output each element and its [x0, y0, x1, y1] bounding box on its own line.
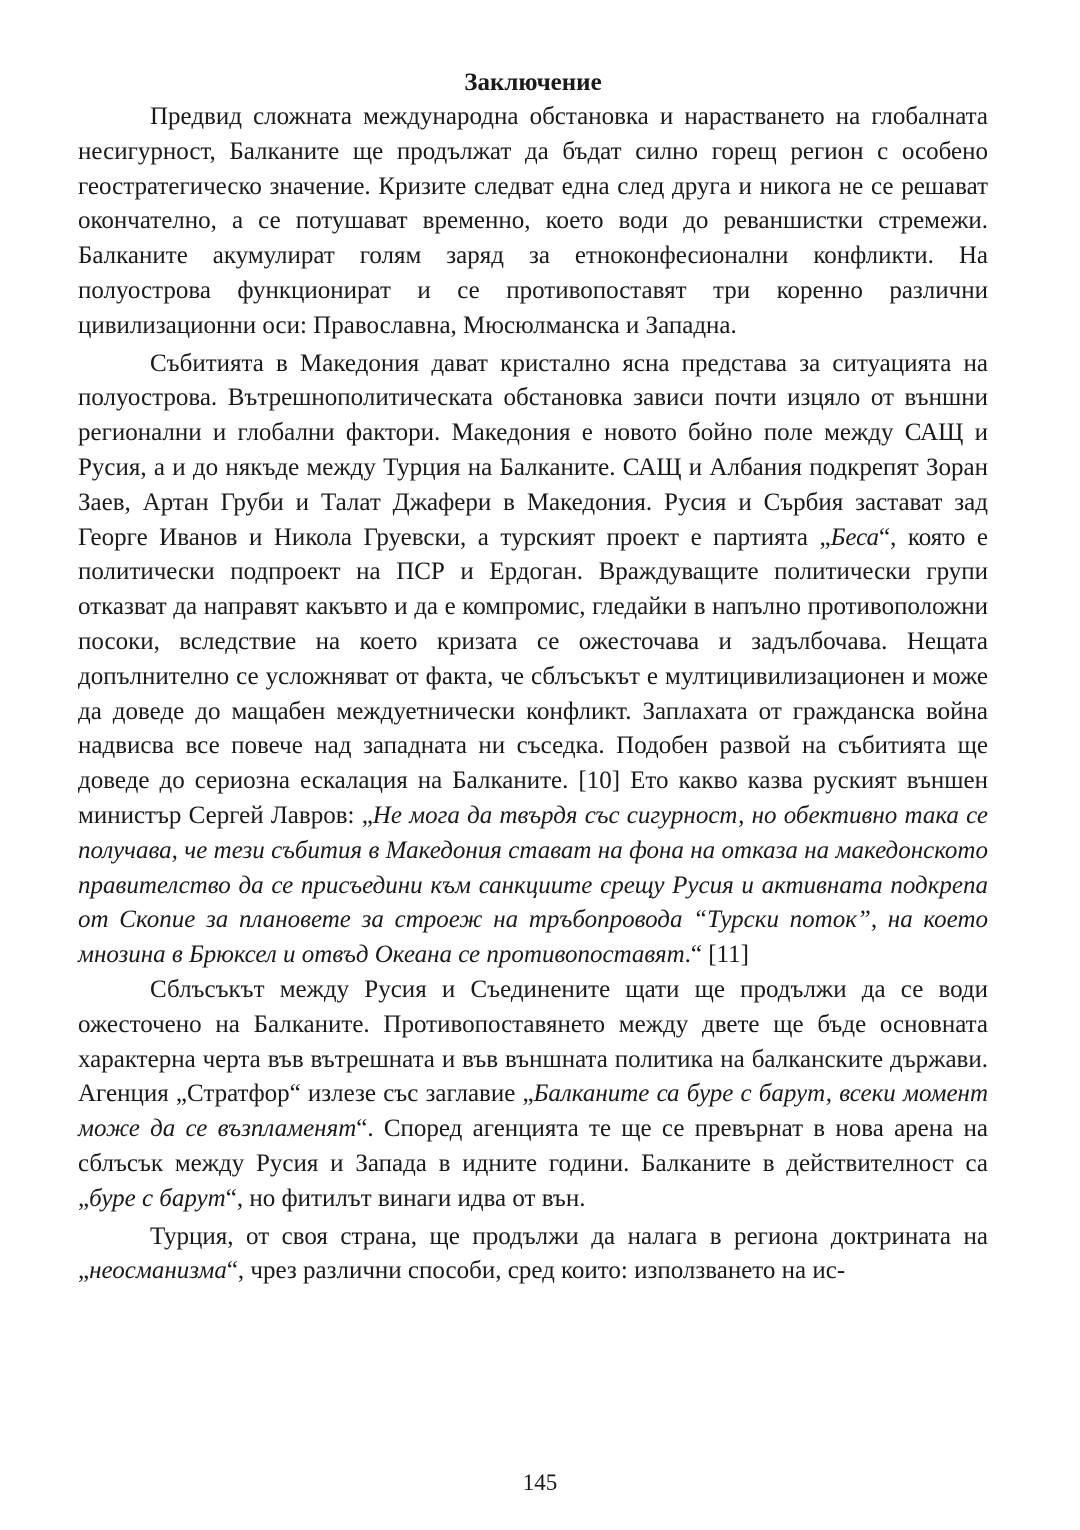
text-segment: “, която е политически подпроект на ПСР и Ердоган. Враждуващите политически групи отказват да направят какъвто и да е компромис, гледайки в напълно противоположни посоки, вследствие на което кризата се ожесточава и задълбочава. Нещата допълнително се усложняват от факта, че сблъсъкът е мултицивилизационен и може да доведе до мащабен междуетнически конфликт. Заплахата от гражданска война надвисва все повече над западната ни съседка. Подобен развой на събитията ще доведе до сериозна ескалация на Балканите. [10] Ето какво казва руският външен министър Сергей Лавров: „: [78, 523, 989, 829]
text-segment: “, но фитилът винаги идва от вън.: [225, 1184, 586, 1212]
paragraph-turkey: [78, 1220, 988, 1290]
page-content: [78, 66, 988, 1289]
paragraph-russia-usa: [78, 973, 988, 1217]
text-segment: Предвид сложната международна обстановка и нарастването на глобалната несигурност, Балканите ще продължат да бъдат силно горещ регион с особено геостратегическо значение. Кризите следват една след друга и никога не се решават окончателно, а се потушават временно, което води до реваншистки стремежи. Балканите акумулират голям заряд за етноконфесионални конфликти. На полуострова функционират и се противопоставят три коренно различни цивилизационни оси: Православна, Мюсюлманска и Западна.: [78, 103, 988, 339]
text-segment-italic: неосманизма: [89, 1257, 227, 1285]
quote-lavrov: Не мога да твърдя със сигурност, но обективно така се получава, че тези събития в Македония стават на фона на отказа на македонското правителство да се присъедини към санкциите срещу Русия и активната подкрепа от Скопие за плановете за строеж на тръбопровода “Турски поток”, на което мнозина в Брюксел и отвъд Океана се противопоставят: [78, 801, 988, 969]
text-segment: Събитията в Македония дават кристално ясна представа за ситуацията на полуострова. Вътрешнополитическата обстановка зависи почти изцяло от външни регионални и глобални фактори. Македония е новото бойно поле между САЩ и Русия, а и до някъде между Турция на Балканите. САЩ и Албания подкрепят Зоран Заев, Артан Груби и Талат Джафери в Македония. Русия и Сърбия застават зад Георге Иванов и Никола Груевски, а турският проект е партията „: [78, 349, 988, 551]
text-segment-italic: Балканите са буре с барут, всеки момент може да се възпламенят: [78, 1080, 988, 1143]
text-segment: .“ [11]: [684, 941, 749, 969]
text-segment-italic: буре с барут: [89, 1184, 226, 1212]
text-segment: “, чрез различни способи, сред които: използването на ис-: [226, 1257, 846, 1285]
text-segment: Сблъсъкът между Русия и Съединените щати ще продължи да се води ожесточено на Балканите. Противопоставянето между двете ще бъде основната характерна черта във вътрешната и във външната политика на балканските държави. Агенция „Стратфор“ излезе със заглавие „: [78, 975, 988, 1108]
page-number: 145: [522, 1470, 558, 1495]
paragraph-intro: [78, 100, 988, 344]
text-segment: Турция, от своя страна, ще продължи да налага в региона доктрината на „: [78, 1222, 988, 1285]
text-segment-italic: Беса: [830, 523, 880, 551]
paragraph-macedonia: [78, 347, 988, 973]
section-title: Заключение: [464, 69, 602, 96]
text-segment: “. Според агенцията те ще се превърнат в нова арена на сблъсък между Русия и Запада в идните години. Балканите в действителност са „: [78, 1115, 988, 1212]
